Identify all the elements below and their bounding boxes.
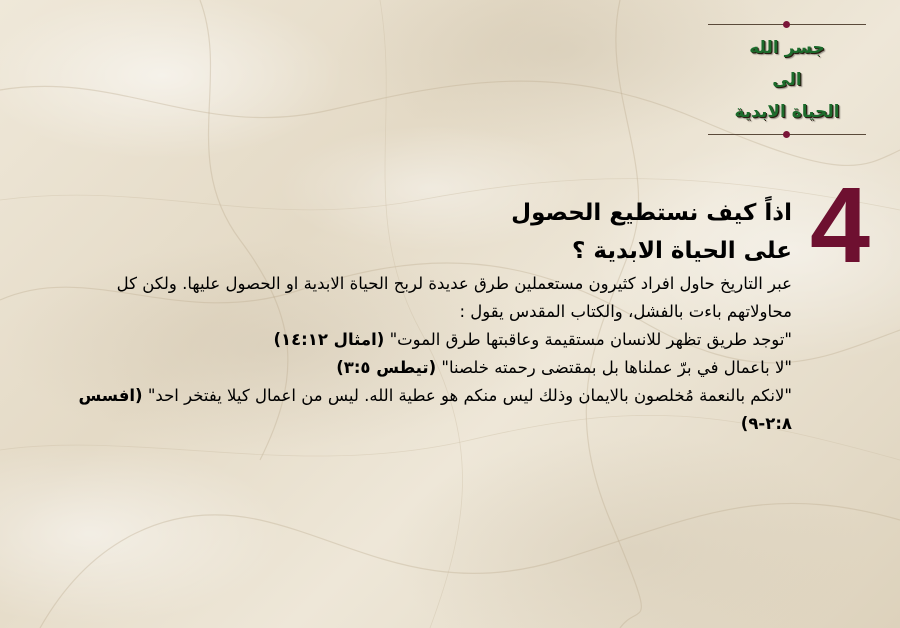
intro-paragraph: عبر التاريخ حاول افراد كثيرون مستعملين طرق عديدة لربح الحياة الابدية او الحصول عليها. ولكن كل محاولاتهم باءت بالفشل، والكتاب المقدس يقول : (116, 274, 792, 321)
emblem-title (708, 32, 866, 128)
heading-line-1: اذاً كيف نستطيع الحصول (511, 200, 792, 226)
heading-line-2: على الحياة الابدية ؟ (572, 238, 792, 264)
emblem-dot-bottom (783, 131, 790, 138)
emblem-dot-top (783, 21, 790, 28)
title-emblem (708, 20, 866, 138)
verse-quote-1: "توجد طريق تظهر للانسان مستقيمة وعاقبتها طرق الموت" (389, 330, 792, 349)
verse-ephesians (62, 382, 792, 438)
verse-proverbs (62, 326, 792, 354)
emblem-line-2: الى (772, 70, 802, 90)
verse-titus (62, 354, 792, 382)
verse-quote-3: "لانكم بالنعمة مُخلصون بالايمان وذلك ليس منكم هو عطية الله. ليس من اعمال كيلا يفتخر احد" (147, 386, 792, 405)
emblem-line-3: الحياة الابدية (734, 102, 840, 122)
emblem-line-1: جسر الله (749, 38, 825, 58)
body-text (62, 270, 792, 438)
verse-reference-3: (افسس ٢:٨-٩) (78, 386, 792, 433)
verse-reference-1: (امثال ١٤:١٢) (273, 330, 385, 349)
page-heading (412, 194, 792, 270)
step-number: 4 (810, 164, 871, 285)
verse-reference-2: (تيطس ٣:٥) (336, 358, 437, 377)
verse-quote-2: "لا باعمال في برّ عملناها بل بمقتضى رحمته خلصنا" (441, 358, 792, 377)
